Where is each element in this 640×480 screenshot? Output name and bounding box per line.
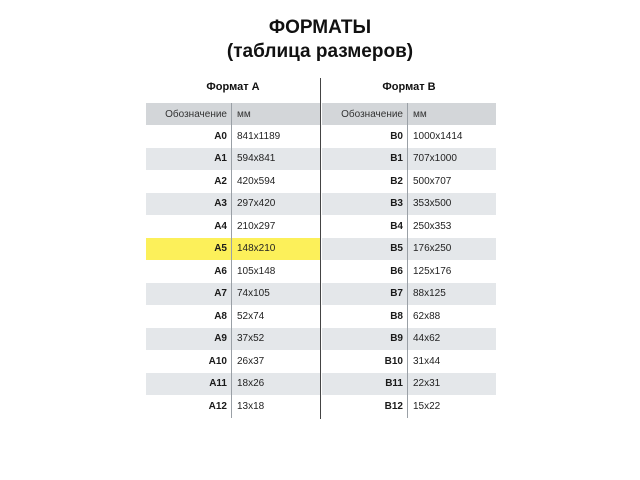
format-designation: B8 bbox=[322, 305, 408, 328]
table-row bbox=[322, 170, 496, 193]
format-designation: B4 bbox=[322, 215, 408, 238]
table-row bbox=[146, 350, 320, 373]
designation-header: Обозначение bbox=[322, 103, 408, 125]
table-row bbox=[146, 148, 320, 171]
designation-header: Обозначение bbox=[146, 103, 232, 125]
table-row bbox=[322, 395, 496, 418]
format-size: 31x44 bbox=[413, 355, 441, 367]
page-title: ФОРМАТЫ bbox=[268, 17, 372, 38]
format-designation: A3 bbox=[146, 193, 232, 216]
format-designation: B9 bbox=[322, 328, 408, 351]
format-size: 125x176 bbox=[413, 265, 452, 277]
table-row bbox=[322, 215, 496, 238]
format-designation: A8 bbox=[146, 305, 232, 328]
format-designation: A5 bbox=[146, 238, 232, 261]
format-a-table bbox=[146, 103, 320, 418]
table-row bbox=[322, 238, 496, 261]
format-designation: B6 bbox=[322, 260, 408, 283]
format-designation: A0 bbox=[146, 125, 232, 148]
table-row bbox=[322, 148, 496, 171]
format-size: 297x420 bbox=[237, 198, 276, 210]
table-row bbox=[322, 305, 496, 328]
format-designation: B1 bbox=[322, 148, 408, 171]
table-header-row bbox=[322, 103, 496, 125]
table-row bbox=[322, 373, 496, 396]
table-row bbox=[146, 328, 320, 351]
table-header-row bbox=[146, 103, 320, 125]
page-subtitle: (таблица размеров) bbox=[226, 41, 414, 62]
table-row bbox=[146, 193, 320, 216]
table-row bbox=[146, 215, 320, 238]
format-size: 62x88 bbox=[413, 310, 441, 322]
format-size: 22x31 bbox=[413, 378, 441, 390]
format-size: 841x1189 bbox=[237, 130, 281, 142]
table-row bbox=[146, 170, 320, 193]
format-b-table bbox=[322, 103, 496, 418]
format-size: 15x22 bbox=[413, 400, 441, 412]
table-row bbox=[322, 350, 496, 373]
table-row bbox=[322, 193, 496, 216]
format-size: 52x74 bbox=[237, 310, 265, 322]
format-size: 176x250 bbox=[413, 243, 452, 255]
format-size: 420x594 bbox=[237, 175, 276, 187]
table-row bbox=[146, 283, 320, 306]
format-designation: A2 bbox=[146, 170, 232, 193]
format-size: 210x297 bbox=[237, 220, 276, 232]
table-row bbox=[322, 283, 496, 306]
format-size: 74x105 bbox=[237, 288, 270, 300]
format-designation: A6 bbox=[146, 260, 232, 283]
table-row bbox=[146, 305, 320, 328]
format-b-heading: Формат В bbox=[382, 81, 436, 93]
size-header: мм bbox=[237, 108, 251, 120]
format-designation: B3 bbox=[322, 193, 408, 216]
column-divider bbox=[320, 78, 321, 419]
format-designation: B7 bbox=[322, 283, 408, 306]
format-size: 44x62 bbox=[413, 333, 441, 345]
format-size: 148x210 bbox=[237, 243, 276, 255]
format-size: 13x18 bbox=[237, 400, 265, 412]
table-row bbox=[146, 395, 320, 418]
format-designation: A11 bbox=[146, 373, 232, 396]
format-designation: B2 bbox=[322, 170, 408, 193]
format-size: 37x52 bbox=[237, 333, 265, 345]
format-designation: A9 bbox=[146, 328, 232, 351]
format-designation: B0 bbox=[322, 125, 408, 148]
table-row bbox=[322, 125, 496, 148]
format-size: 1000x1414 bbox=[413, 130, 463, 142]
format-size: 707x1000 bbox=[413, 153, 457, 165]
table-row bbox=[146, 373, 320, 396]
format-size: 250x353 bbox=[413, 220, 452, 232]
format-designation: A1 bbox=[146, 148, 232, 171]
table-row bbox=[146, 125, 320, 148]
format-size: 105x148 bbox=[237, 265, 276, 277]
table-row bbox=[322, 260, 496, 283]
format-size: 500x707 bbox=[413, 175, 452, 187]
format-size: 18x26 bbox=[237, 378, 265, 390]
format-designation: A4 bbox=[146, 215, 232, 238]
format-size: 26x37 bbox=[237, 355, 265, 367]
format-a-heading: Формат А bbox=[206, 81, 260, 93]
format-designation: A7 bbox=[146, 283, 232, 306]
format-size: 594x841 bbox=[237, 153, 276, 165]
format-size: 88x125 bbox=[413, 288, 446, 300]
table-row bbox=[146, 238, 320, 261]
format-designation: A12 bbox=[146, 395, 232, 418]
format-designation: B11 bbox=[322, 373, 408, 396]
table-row bbox=[322, 328, 496, 351]
format-designation: A10 bbox=[146, 350, 232, 373]
format-size: 353x500 bbox=[413, 198, 452, 210]
table-row bbox=[146, 260, 320, 283]
size-header: мм bbox=[413, 108, 427, 120]
format-designation: B12 bbox=[322, 395, 408, 418]
format-designation: B5 bbox=[322, 238, 408, 261]
format-designation: B10 bbox=[322, 350, 408, 373]
